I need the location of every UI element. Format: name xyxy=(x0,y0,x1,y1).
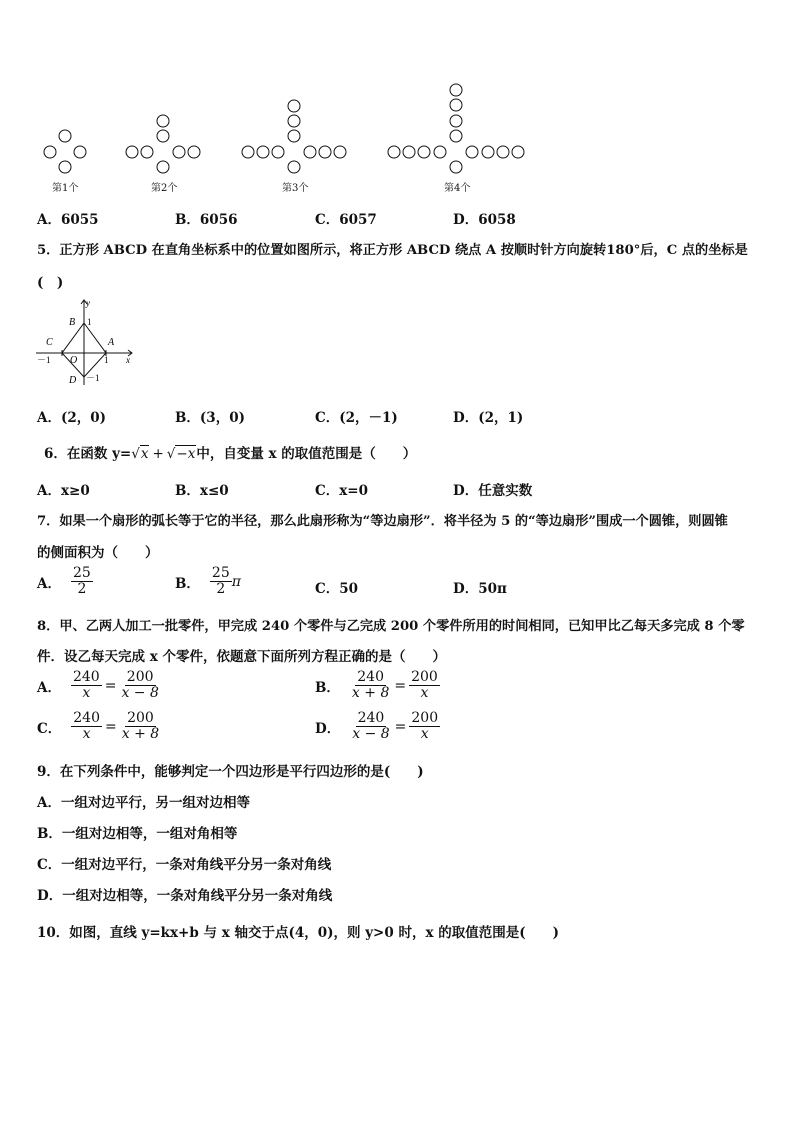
q8-option-c-left-fraction xyxy=(71,711,102,742)
q8-option-b-right-fraction xyxy=(409,670,440,701)
radical-icon: √ xyxy=(166,446,176,462)
denominator: x − 8 xyxy=(121,685,159,701)
label-c: C xyxy=(46,337,53,348)
numerator: 200 xyxy=(411,710,439,726)
q8-option-c-label: C． xyxy=(37,720,62,737)
q5-option-d: D．(2，1) xyxy=(453,410,524,426)
equals-sign: = xyxy=(394,718,407,735)
q4-option-a: A．6055 xyxy=(37,212,99,228)
q8-option-c-right-fraction xyxy=(120,711,161,742)
q9-option-c: C．一组对边平行，一条对角线平分另一条对角线 xyxy=(37,857,332,873)
q8-option-b-left-fraction xyxy=(350,670,391,701)
numerator: 200 xyxy=(127,710,154,726)
q8-stem-line1: 8．甲、乙两人加工一批零件，甲完成 240 个零件与乙完成 200 个零件所用的时间相同，已知甲比乙每天多完成 8 个零 xyxy=(37,619,745,634)
q4-option-c: C．6057 xyxy=(315,212,377,228)
q9-option-d: D．一组对边相等，一条对角线平分另一条对角线 xyxy=(37,888,333,904)
q6-stem xyxy=(44,442,416,462)
numerator: 240 xyxy=(357,710,385,726)
numerator: 240 xyxy=(73,710,100,726)
q6-option-d: D．任意实数 xyxy=(453,483,533,499)
figure-caption-1: 第1个 xyxy=(52,183,79,194)
q8-option-b-label: B． xyxy=(315,679,340,696)
q5-stem-line2: ( ) xyxy=(37,275,64,291)
label-a: A xyxy=(108,337,115,348)
label-x: x xyxy=(126,355,130,365)
q5-option-b: B．(3，0) xyxy=(175,410,245,426)
label-one-top: 1 xyxy=(87,317,92,327)
q7-option-b-label: B． xyxy=(175,575,200,592)
q8-option-a xyxy=(37,670,161,701)
q4-option-b: B．6056 xyxy=(175,212,238,228)
q8-stem-line2: 件．设乙每天完成 x 个零件，依题意下面所列方程正确的是（ ） xyxy=(37,649,446,665)
denominator: x xyxy=(82,726,91,742)
q7-option-c: C．50 xyxy=(315,581,359,597)
figure-caption-2: 第2个 xyxy=(151,183,178,194)
equals-sign: = xyxy=(394,677,407,694)
label-one-right: 1 xyxy=(104,355,109,365)
q8-option-a-left-fraction xyxy=(71,670,102,701)
q4-option-d: D．6058 xyxy=(453,212,516,228)
q8-option-d-left-fraction xyxy=(350,711,391,742)
q10-stem: 10．如图，直线 y=kx+b 与 x 轴交于点(4，0)，则 y>0 时，x 的取值范围是( ) xyxy=(37,925,559,941)
denominator: x + 8 xyxy=(351,685,390,701)
q8-option-d xyxy=(315,711,440,742)
label-neg-one-bottom: －1 xyxy=(86,373,100,383)
denominator: x + 8 xyxy=(121,726,160,742)
q6-radicand-1: x xyxy=(140,446,149,462)
q8-option-d-right-fraction xyxy=(409,711,440,742)
equals-sign: = xyxy=(104,677,117,694)
q7-option-a-denominator: 2 xyxy=(77,581,87,597)
q7-option-b-pi: π xyxy=(231,573,241,590)
figure-caption-3: 第3个 xyxy=(282,183,309,194)
q8-option-c xyxy=(37,711,161,742)
q9-option-b: B．一组对边相等，一组对角相等 xyxy=(37,826,238,842)
q7-option-d: D．50π xyxy=(453,581,507,597)
q6-prefix: 6．在函数 y= xyxy=(44,446,132,462)
square-coordinate-figure xyxy=(36,297,140,389)
label-b: B xyxy=(69,317,76,328)
numerator: 200 xyxy=(126,669,154,685)
equals-sign: = xyxy=(104,718,117,735)
q6-option-c: C．x=0 xyxy=(315,483,368,499)
label-y: y xyxy=(86,298,90,308)
q7-option-a-label: A． xyxy=(37,575,61,592)
q7-option-a-fraction xyxy=(71,566,93,597)
q6-suffix: 中，自变量 x 的取值范围是（ ） xyxy=(196,446,417,462)
q7-option-b-fraction xyxy=(210,566,232,597)
q7-option-b-denominator: 2 xyxy=(216,581,226,597)
numerator: 240 xyxy=(357,669,384,685)
q6-plus: + xyxy=(152,446,164,462)
q7-option-a xyxy=(37,566,93,597)
q7-option-b-numerator: 25 xyxy=(211,565,230,581)
q7-option-a-numerator: 25 xyxy=(72,565,91,581)
q9-option-a: A．一组对边平行，另一组对边相等 xyxy=(37,795,250,811)
q5-option-c: C．(2，－1) xyxy=(315,410,398,426)
q8-option-a-right-fraction xyxy=(119,670,160,701)
q8-option-b xyxy=(315,670,440,701)
figure-caption-4: 第4个 xyxy=(444,183,471,194)
numerator: 200 xyxy=(411,669,438,685)
q6-radicand-2: −x xyxy=(176,446,196,462)
label-neg-one-left: －1 xyxy=(37,355,51,365)
q5-option-a: A．(2，0) xyxy=(37,410,107,426)
denominator: x xyxy=(420,726,429,742)
q8-option-a-label: A． xyxy=(37,679,61,696)
denominator: x − 8 xyxy=(352,726,390,742)
denominator: x xyxy=(420,685,429,701)
numerator: 240 xyxy=(72,669,100,685)
q6-option-a: A．x≥0 xyxy=(37,483,90,499)
q6-option-b: B．x≤0 xyxy=(175,483,229,499)
q7-option-b xyxy=(175,566,241,597)
q7-stem-line1: 7．如果一个扇形的弧长等于它的半径，那么此扇形称为“等边扇形”．将半径为 5 的“等边扇形”围成一个圆锥，则圆锥 xyxy=(37,514,728,529)
q5-stem-line1: 5．正方形 ABCD 在直角坐标系中的位置如图所示，将正方形 ABCD 绕点 A 按顺时针方向旋转180°后，C 点的坐标是 xyxy=(37,243,748,258)
q8-option-d-label: D． xyxy=(315,720,341,737)
radical-icon: √ xyxy=(131,446,140,462)
label-d: D xyxy=(69,375,77,386)
denominator: x xyxy=(82,685,91,701)
label-o: O xyxy=(70,355,78,366)
q9-stem: 9．在下列条件中，能够判定一个四边形是平行四边形的是( ) xyxy=(37,764,424,780)
q7-stem-line2: 的侧面积为（ ） xyxy=(37,545,159,561)
